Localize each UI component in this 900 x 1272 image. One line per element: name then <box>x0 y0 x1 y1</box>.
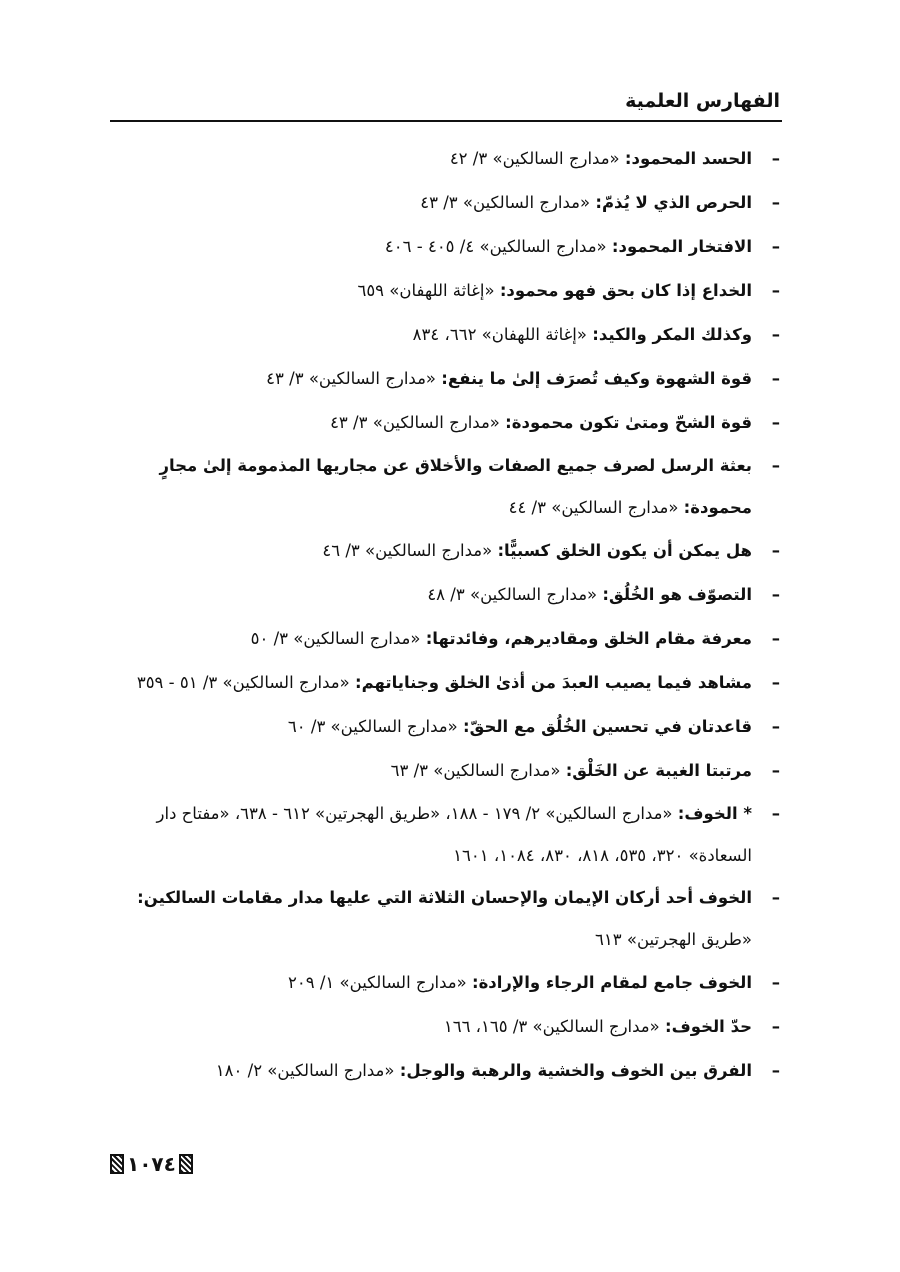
page-number-text: ١٠٧٤ <box>127 1152 176 1176</box>
index-entry-list <box>112 137 780 1093</box>
entry-reference: «إغاثة اللهفان» ٦٥٩ <box>357 281 495 300</box>
entry-dash: – <box>771 456 780 475</box>
index-entry <box>112 529 780 573</box>
entry-reference: «مدارج السالكين» ٣/ ٥٠ <box>250 629 421 648</box>
entry-title: التصوّف هو الخُلُق: <box>602 585 752 604</box>
entry-dash: – <box>771 1061 780 1080</box>
entry-dash: – <box>771 585 780 604</box>
entry-dash: – <box>771 717 780 736</box>
ornament-icon <box>110 1154 124 1174</box>
entry-title: الفرق بين الخوف والخشية والرهبة والوجل: <box>399 1061 752 1080</box>
index-entry <box>112 269 780 313</box>
header-divider <box>110 120 782 122</box>
entry-title: * الخوف: <box>677 804 752 823</box>
index-entry <box>112 181 780 225</box>
entry-title: الخوف جامع لمقام الرجاء والإرادة: <box>471 973 752 992</box>
entry-reference: «مدارج السالكين» ٢/ ١٧٩ - ١٨٨، «طريق الهجرتين» ٦١٢ - ٦٣٨، «مفتاح دار السعادة» ٣٢٠، ٥٣٥، ٨١٨، ٨٣٠، ١٠٨٤، ١٦٠١ <box>156 804 752 865</box>
entry-title: الحسد المحمود: <box>624 149 752 168</box>
index-entry <box>112 1049 780 1093</box>
entry-reference: «إغاثة اللهفان» ٦٦٢، ٨٣٤ <box>412 325 587 344</box>
entry-title: الخداع إذا كان بحق فهو محمود: <box>499 281 752 300</box>
index-entry <box>112 749 780 793</box>
index-entry <box>112 225 780 269</box>
index-entry <box>112 705 780 749</box>
entry-dash: – <box>771 149 780 168</box>
entry-reference: «مدارج السالكين» ٣/ ٤٢ <box>449 149 620 168</box>
entry-dash: – <box>771 193 780 212</box>
entry-dash: – <box>771 973 780 992</box>
entry-reference: «مدارج السالكين» ٤/ ٤٠٥ - ٤٠٦ <box>384 237 607 256</box>
entry-reference: «مدارج السالكين» ٣/ ٦٣ <box>390 761 561 780</box>
entry-title: الخوف أحد أركان الإيمان والإحسان الثلاثة التي عليها مدار مقامات السالكين: <box>137 888 752 907</box>
index-entry <box>112 445 780 529</box>
entry-reference: «مدارج السالكين» ٣/ ٤٨ <box>427 585 598 604</box>
page-number <box>110 1150 193 1178</box>
index-entry <box>112 401 780 445</box>
entry-reference: «مدارج السالكين» ٣/ ٤٣ <box>330 413 500 432</box>
entry-reference: «مدارج السالكين» ٢/ ١٨٠ <box>215 1061 395 1080</box>
index-entry <box>112 961 780 1005</box>
entry-dash: – <box>771 325 780 344</box>
entry-dash: – <box>771 281 780 300</box>
entry-reference: «مدارج السالكين» ٣/ ٤٤ <box>508 498 679 517</box>
index-entry <box>112 313 780 357</box>
entry-title: معرفة مقام الخلق ومقاديرهم، وفائدتها: <box>425 629 752 648</box>
entry-title: قوة الشحّ ومتىٰ تكون محمودة: <box>505 413 752 432</box>
entry-title: هل يمكن أن يكون الخلق كسبيًّا: <box>497 541 752 560</box>
entry-reference: «مدارج السالكين» ٣/ ٥١ - ٣٥٩ <box>136 673 350 692</box>
entry-title: بعثة الرسل لصرف جميع الصفات والأخلاق عن مجاريها المذمومة إلىٰ مجارٍ محمودة: <box>159 456 752 517</box>
entry-dash: – <box>771 804 780 823</box>
index-entry <box>112 1005 780 1049</box>
entry-title: الافتخار المحمود: <box>611 237 752 256</box>
index-entry <box>112 661 780 705</box>
entry-dash: – <box>771 761 780 780</box>
entry-dash: – <box>771 673 780 692</box>
entry-dash: – <box>771 1017 780 1036</box>
index-entry <box>112 877 780 961</box>
entry-dash: – <box>771 413 780 432</box>
entry-title: الحرص الذي لا يُذمّ: <box>595 193 752 212</box>
index-entry <box>112 573 780 617</box>
entry-reference: «مدارج السالكين» ٣/ ٦٠ <box>287 717 458 736</box>
entry-reference: «طريق الهجرتين» ٦١٣ <box>595 930 752 949</box>
header-title: الفهارس العلمية <box>625 90 780 112</box>
entry-title: مرتبتا الغيبة عن الخَلْق: <box>565 761 752 780</box>
entry-dash: – <box>771 541 780 560</box>
index-entry <box>112 137 780 181</box>
entry-reference: «مدارج السالكين» ١/ ٢٠٩ <box>288 973 467 992</box>
index-entry <box>112 617 780 661</box>
entry-dash: – <box>771 237 780 256</box>
index-entry <box>112 357 780 401</box>
entry-reference: «مدارج السالكين» ٣/ ١٦٥، ١٦٦ <box>443 1017 660 1036</box>
entry-title: قاعدتان في تحسين الخُلُق مع الحقّ: <box>462 717 752 736</box>
running-header <box>110 88 782 118</box>
ornament-icon <box>179 1154 193 1174</box>
entry-title: قوة الشهوة وكيف تُصرَف إلىٰ ما ينفع: <box>441 369 752 388</box>
entry-reference: «مدارج السالكين» ٣/ ٤٣ <box>266 369 437 388</box>
entry-title: مشاهد فيما يصيب العبدَ من أذىٰ الخلق وجناياتهم: <box>354 673 752 692</box>
entry-title: حدّ الخوف: <box>664 1017 752 1036</box>
entry-reference: «مدارج السالكين» ٣/ ٤٣ <box>420 193 591 212</box>
index-entry <box>112 793 780 877</box>
entry-dash: – <box>771 888 780 907</box>
entry-dash: – <box>771 629 780 648</box>
entry-dash: – <box>771 369 780 388</box>
entry-reference: «مدارج السالكين» ٣/ ٤٦ <box>322 541 493 560</box>
entry-title: وكذلك المكر والكيد: <box>592 325 752 344</box>
